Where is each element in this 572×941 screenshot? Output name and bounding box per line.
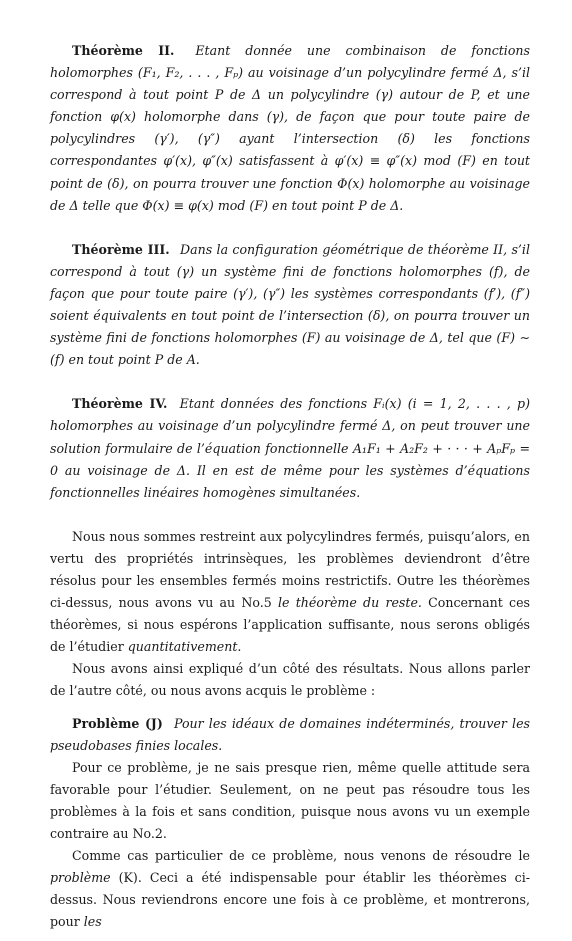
- page-content: [50, 40, 530, 933]
- paragraph-restriction: [50, 526, 530, 659]
- theorem-3-heading: Théorème III.: [72, 241, 170, 257]
- paragraph-special-case-text-2: (K). Ceci a été indispensable pour établir les théorèmes ci-dessus. Nous reviendrons encore une fois à ce problème, et montrerons, pour: [50, 870, 530, 930]
- problem-j: [50, 713, 530, 757]
- paragraph-special-case-italic-2: les: [83, 914, 102, 930]
- paragraph-problem-discussion: Pour ce problème, je ne sais presque rien, même quelle attitude sera favorable pour l’étudier. Seulement, on ne peut pas résoudre tous les problèmes à la fois et sans condition, puisque nous avons vu un exemple contraire au No.2.: [50, 759, 530, 841]
- paragraph-summary: Nous avons ainsi expliqué d’un côté des résultats. Nous allons parler de l’autre côté, ou nous avons acquis le problème :: [50, 661, 530, 699]
- theorem-2-heading: Théorème II.: [72, 43, 175, 58]
- paragraph-restriction-italic-1: le théorème du reste.: [278, 595, 422, 611]
- paragraph-restriction-italic-2: quantitativement.: [127, 639, 242, 655]
- problem-j-heading: Problème (J): [72, 715, 163, 731]
- theorem-4-heading: Théorème IV.: [72, 396, 168, 412]
- theorem-4: [50, 393, 530, 503]
- paragraph-special-case: [50, 845, 530, 933]
- paragraph-restriction-text-2: Concernant ces théorèmes, si nous espérons l’application suffisante, nous serons obligés de l’étudier: [50, 595, 530, 655]
- paragraph-restriction-text-1: Nous nous sommes restreint aux polycylindres fermés, puisqu’alors, en vertu des propriétés intrinsèques, les problèmes deviendront d’être résolus pour les ensembles fermés moins restrictifs. Outre les théorèmes ci-dessus, nous avons vu au No.5: [50, 528, 530, 611]
- theorem-3: [50, 239, 530, 372]
- theorem-2-statement: Etant donnée une combinaison de fonctions holomorphes (F₁, F₂, . . . , Fₚ) au voisinage d’un polycylindre fermé Δ, s’il correspond à tout point P de Δ un polycylindre (γ) autour de P, et une fonction φ(x) holomorphe dans (γ), de façon que pour toute paire de polycylindres (γ′), (γ″) ayant l’intersection (δ) les fonctions correspondantes φ′(x), φ″(x) satisfassent à φ′(x) ≡ φ″(x) mod (F) en tout point de (δ), on pourra trouver une fonction Φ(x) holomorphe au voisinage de Δ telle que Φ(x) ≡ φ(x) mod (F) en tout point P de Δ.: [50, 43, 530, 213]
- problem-j-statement: Pour les idéaux de domaines indéterminés, trouver les pseudobases finies locales.: [50, 715, 530, 753]
- theorem-4-statement: Etant données des fonctions Fᵢ(x) (i = 1, 2, . . . , p) holomorphes au voisinage d’un polycylindre fermé Δ, on peut trouver une solution formulaire de l’équation fonctionnelle A₁F₁ + A₂F₂ + · · · + AₚFₚ = 0 au voisinage de Δ. Il en est de même pour les systèmes d’équations fonctionnelles linéaires homogènes simultanées.: [50, 396, 530, 500]
- paragraph-special-case-italic-1: problème: [50, 870, 111, 886]
- paragraph-special-case-text-1: Comme cas particulier de ce problème, nous venons de résoudre le: [72, 848, 530, 864]
- theorem-3-statement: Dans la configuration géométrique de théorème II, s’il correspond à tout (γ) un système fini de fonctions holomorphes (f), de façon que pour toute paire (γ′), (γ″) les systèmes correspondants (f′), (f″) soient équivalents en tout point de l’intersection (δ), on pourra trouver un système fini de fonctions holomorphes (F) au voisinage de Δ, tel que (F) ∼ (f) en tout point P de A.: [50, 241, 530, 368]
- theorem-2: [50, 40, 530, 217]
